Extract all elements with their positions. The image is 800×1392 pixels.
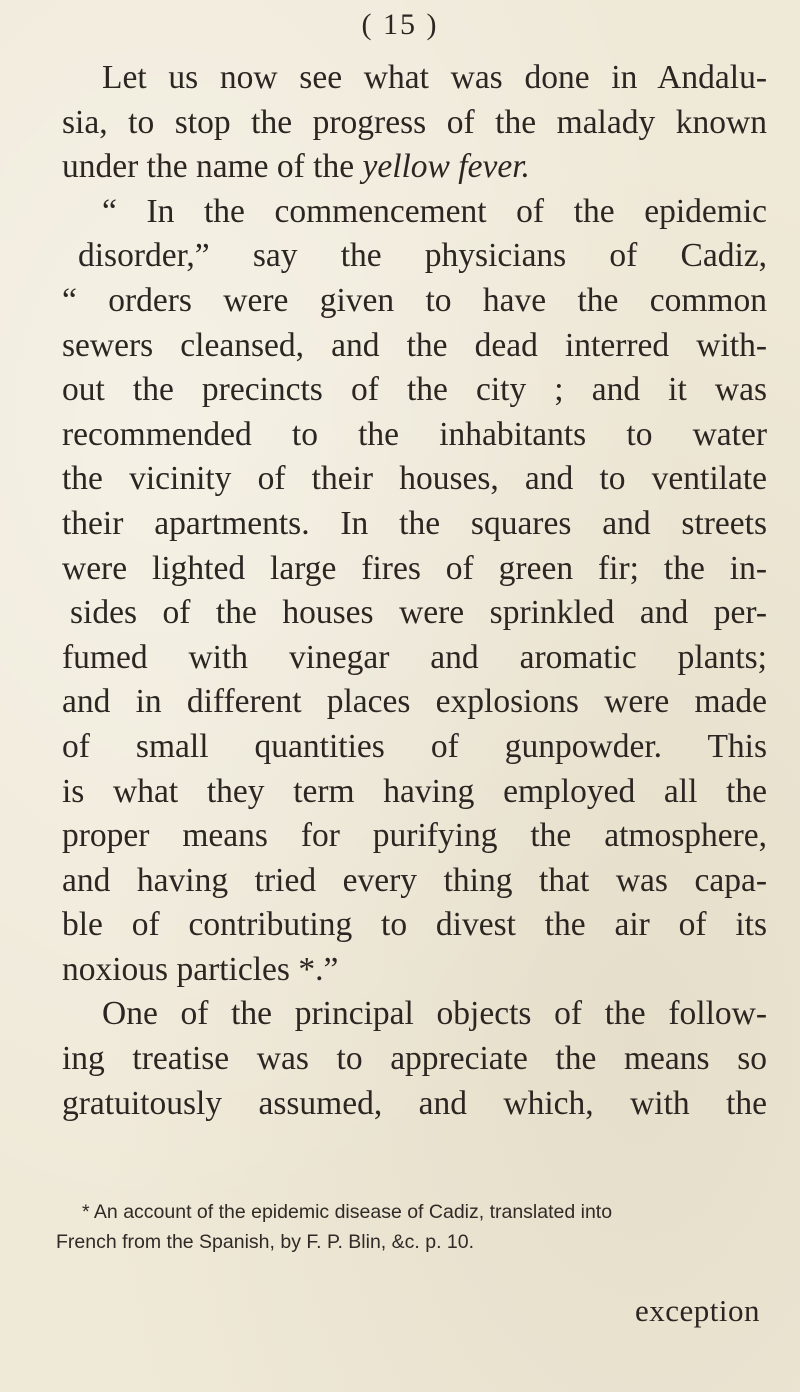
body-line: One of the principal objects of the follow- bbox=[102, 995, 767, 1033]
body-line: disorder,” say the physicians of Cadiz, bbox=[78, 237, 767, 275]
body-line: of small quantities of gunpowder. This bbox=[62, 727, 767, 765]
body-line: the vicinity of their houses, and to ventilate bbox=[62, 460, 767, 498]
footnote bbox=[56, 1197, 772, 1257]
footnote-line: * An account of the epidemic disease of Cadiz, translated into bbox=[82, 1201, 613, 1223]
body-line: their apartments. In the squares and streets bbox=[62, 504, 767, 542]
body-line: gratuitously assumed, and which, with the bbox=[62, 1084, 767, 1122]
body-line: ing treatise was to appreciate the means so bbox=[62, 1040, 767, 1078]
body-line: sides of the houses were sprinkled and per- bbox=[70, 594, 767, 632]
body-line: recommended to the inhabitants to water bbox=[62, 415, 767, 453]
body-line: were lighted large fires of green fir; the in- bbox=[62, 549, 767, 587]
catchword: exception bbox=[634, 1293, 760, 1328]
body-line-text: under the name of the bbox=[62, 148, 363, 186]
body-line: noxious particles *.” bbox=[62, 950, 339, 988]
body-line: sewers cleansed, and the dead interred with- bbox=[62, 326, 767, 364]
italic-phrase: yellow fever. bbox=[362, 148, 530, 186]
body-line: out the precincts of the city ; and it was bbox=[62, 371, 767, 409]
body-line: and in different places explosions were made bbox=[62, 683, 767, 721]
body-line: “ In the commencement of the epidemic bbox=[102, 192, 767, 230]
body-line: Let us now see what was done in Andalu- bbox=[102, 59, 767, 96]
body-line: and having tried every thing that was capa- bbox=[62, 861, 767, 899]
body-text bbox=[62, 56, 767, 1126]
page-number: ( 15 ) bbox=[361, 8, 439, 41]
body-line: proper means for purifying the atmosphere, bbox=[62, 817, 767, 855]
body-line: sia, to stop the progress of the malady known bbox=[62, 103, 767, 141]
footnote-line: French from the Spanish, by F. P. Blin, &c. p. 10. bbox=[56, 1231, 475, 1253]
body-line: fumed with vinegar and aromatic plants; bbox=[62, 638, 767, 676]
body-line: “ orders were given to have the common bbox=[62, 281, 767, 319]
body-line-with-italic bbox=[62, 145, 767, 190]
body-line: ble of contributing to divest the air of its bbox=[62, 906, 767, 944]
body-line: is what they term having employed all the bbox=[62, 772, 767, 810]
